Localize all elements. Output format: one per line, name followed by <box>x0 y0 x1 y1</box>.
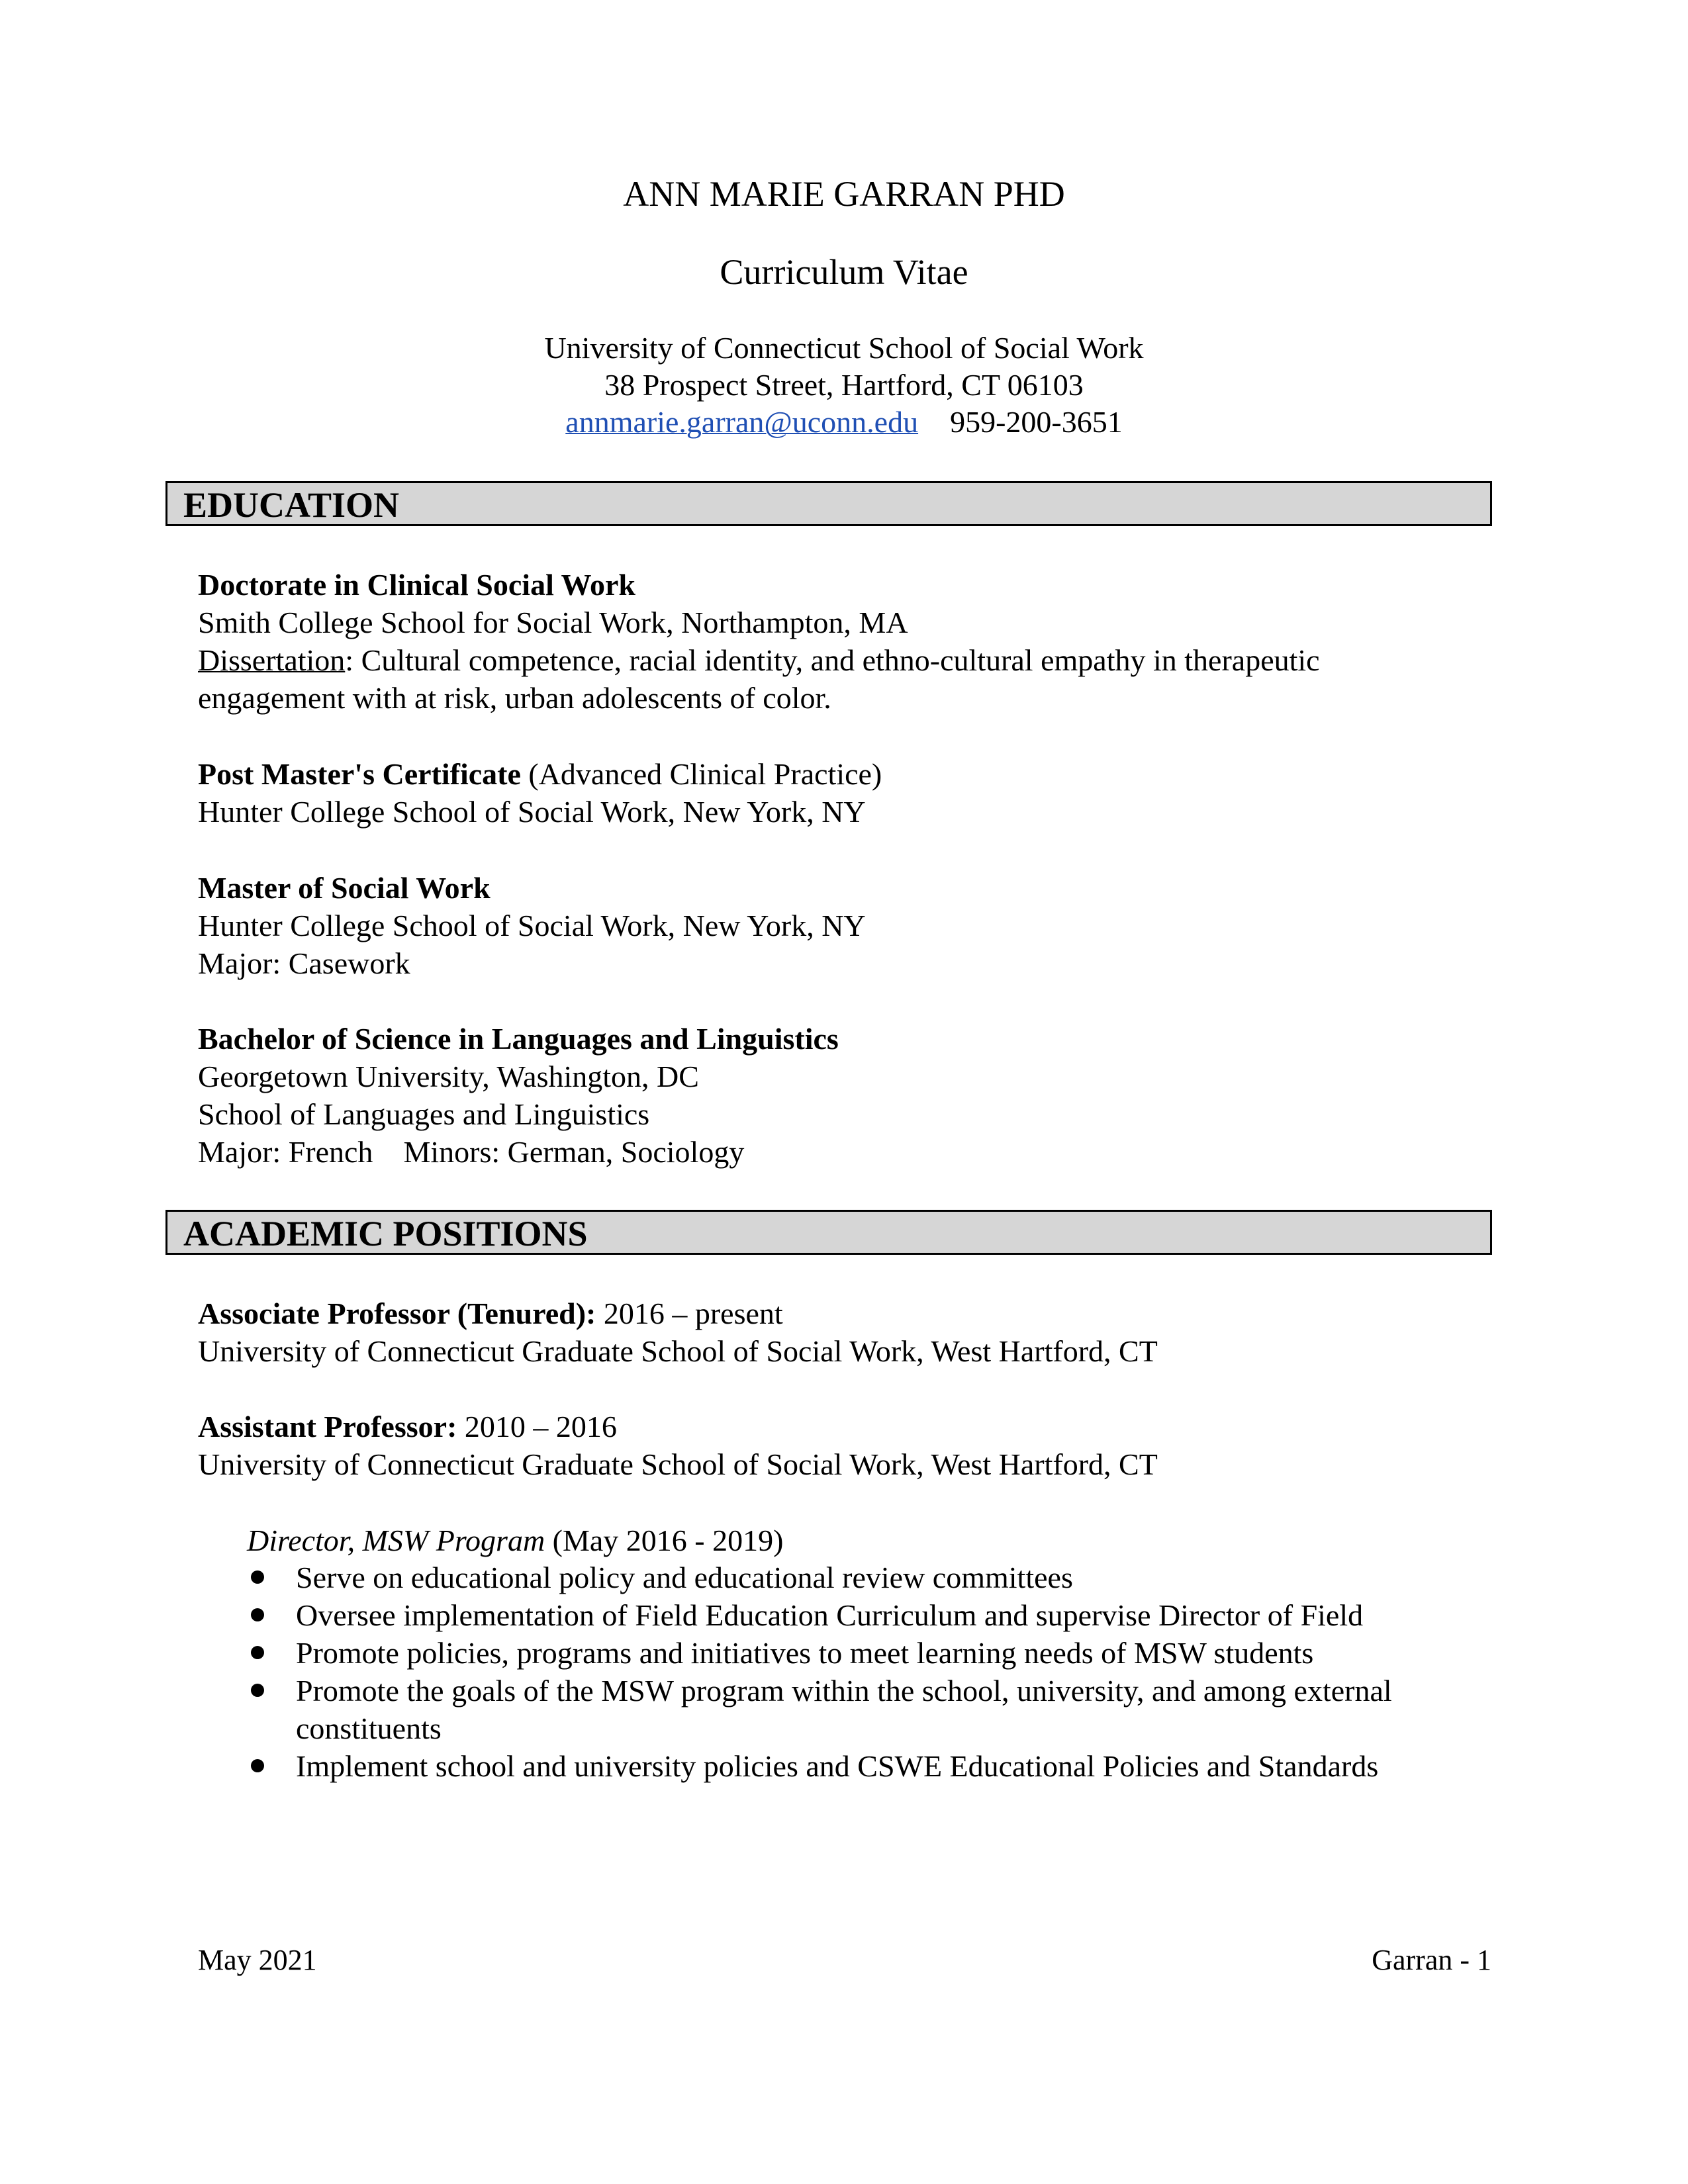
director-role-line <box>247 1522 783 1559</box>
position-line <box>198 1295 1495 1332</box>
position-assistant <box>198 1408 1495 1483</box>
duty-text: Oversee implementation of Field Education Curriculum and supervise Director of Field <box>296 1598 1364 1632</box>
education-section-bar <box>165 481 1492 526</box>
director-duties-list <box>247 1559 1505 1785</box>
position-title: Assistant Professor: <box>198 1410 457 1443</box>
school-name: Smith College School for Social Work, Northampton, MA <box>198 606 908 639</box>
list-item <box>247 1559 1505 1596</box>
position-associate <box>198 1295 1495 1370</box>
academic-section-bar <box>165 1210 1492 1255</box>
bullet-icon <box>251 1608 264 1621</box>
position-line <box>198 1408 1495 1445</box>
document-title: Curriculum Vitae <box>720 252 968 292</box>
contact-line <box>0 404 1688 441</box>
bullet-icon <box>251 1570 264 1584</box>
position-institution: University of Connecticut Graduate School of Social Work, West Hartford, CT <box>198 1447 1158 1481</box>
school-name: Hunter College School of Social Work, New York, NY <box>198 795 866 829</box>
list-item <box>247 1634 1505 1672</box>
duty-text: Serve on educational policy and educational review committees <box>296 1561 1073 1594</box>
academic-heading: ACADEMIC POSITIONS <box>183 1214 588 1253</box>
college-name: School of Languages and Linguistics <box>198 1097 650 1131</box>
degree-title: Bachelor of Science in Languages and Linguistics <box>198 1022 839 1056</box>
phone-number: 959-200-3651 <box>950 405 1123 439</box>
education-heading: EDUCATION <box>183 485 400 525</box>
list-item <box>247 1672 1505 1747</box>
degree-title: Post Master's Certificate <box>198 757 521 791</box>
degree-title: Doctorate in Clinical Social Work <box>198 568 636 602</box>
education-doctorate <box>198 566 1495 717</box>
major-minors-line <box>198 1133 1495 1171</box>
bullet-icon <box>251 1759 264 1772</box>
education-post-masters <box>198 755 1495 831</box>
school-name: Hunter College School of Social Work, New York, NY <box>198 909 866 942</box>
degree-line <box>198 755 1495 793</box>
director-role: Director, MSW Program <box>247 1524 545 1557</box>
list-item <box>247 1596 1505 1634</box>
position-dates: 2010 – 2016 <box>457 1410 617 1443</box>
duty-text: Implement school and university policies and CSWE Educational Policies and Standards <box>296 1749 1379 1783</box>
education-bachelors <box>198 1020 1495 1171</box>
dissertation-line <box>198 641 1495 679</box>
institution: University of Connecticut School of Social Work <box>544 331 1144 365</box>
minors: Minors: German, Sociology <box>403 1135 745 1169</box>
duty-text: Promote policies, programs and initiatives to meet learning needs of MSW students <box>296 1636 1314 1670</box>
street-address: 38 Prospect Street, Hartford, CT 06103 <box>604 368 1084 402</box>
major: Major: Casework <box>198 946 410 980</box>
school-name: Georgetown University, Washington, DC <box>198 1060 699 1093</box>
footer-date: May 2021 <box>198 1944 317 1976</box>
dissertation-label: Dissertation <box>198 643 346 677</box>
major: Major: French <box>198 1135 373 1169</box>
list-item <box>247 1747 1505 1785</box>
bullet-icon <box>251 1646 264 1659</box>
education-masters <box>198 869 1495 982</box>
position-institution: University of Connecticut Graduate School of Social Work, West Hartford, CT <box>198 1334 1158 1368</box>
dissertation-text: : Cultural competence, racial identity, and ethno-cultural empathy in therapeutic <box>345 643 1320 677</box>
director-dates: (May 2016 - 2019) <box>545 1524 784 1557</box>
position-dates: 2016 – present <box>596 1297 783 1330</box>
dissertation-text-cont: engagement with at risk, urban adolescents of color. <box>198 681 831 715</box>
duty-text: Promote the goals of the MSW program within the school, university, and among external constituents <box>296 1674 1392 1745</box>
degree-detail: (Advanced Clinical Practice) <box>520 757 882 791</box>
degree-title: Master of Social Work <box>198 871 491 905</box>
email-link[interactable]: annmarie.garran@uconn.edu <box>565 405 919 439</box>
footer-page-number: Garran - 1 <box>1372 1944 1491 1976</box>
bullet-icon <box>251 1684 264 1697</box>
cv-name: ANN MARIE GARRAN PHD <box>623 174 1065 214</box>
position-title: Associate Professor (Tenured): <box>198 1297 596 1330</box>
